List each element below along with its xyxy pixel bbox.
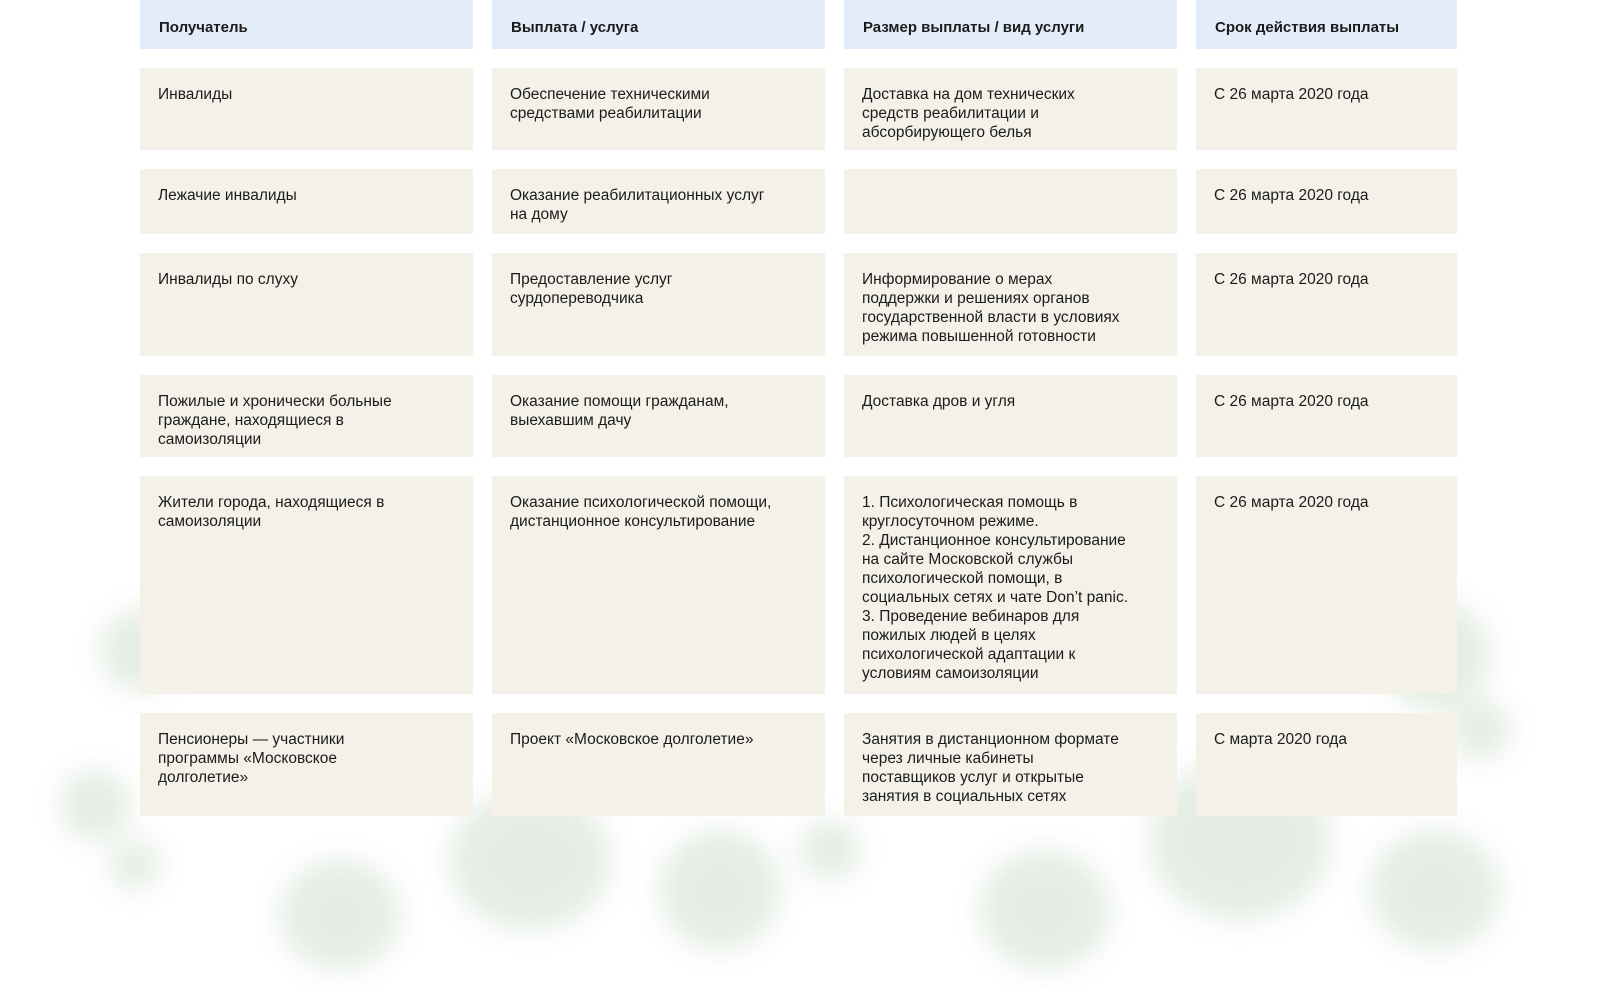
header-recipient: Получатель bbox=[140, 0, 473, 49]
cell-recipient: Лежачие инвалиды bbox=[140, 169, 473, 234]
cell-recipient: Пожилые и хронически больные граждане, находящиеся в самоизоляции bbox=[140, 375, 473, 457]
header-amount: Размер выплаты / вид услуги bbox=[844, 0, 1177, 49]
header-period: Срок действия выплаты bbox=[1196, 0, 1457, 49]
cell-period: С 26 марта 2020 года bbox=[1196, 476, 1457, 694]
cell-payment: Обеспечение техническими средствами реабилитации bbox=[492, 68, 825, 150]
cell-period: С 26 марта 2020 года bbox=[1196, 253, 1457, 356]
cell-payment: Оказание помощи гражданам, выехавшим дачу bbox=[492, 375, 825, 457]
support-measures-table bbox=[140, 0, 1458, 835]
table-row bbox=[140, 476, 1458, 694]
header-payment: Выплата / услуга bbox=[492, 0, 825, 49]
table-header bbox=[140, 0, 1458, 49]
cell-payment: Проект «Московское долголетие» bbox=[492, 713, 825, 816]
cell-payment: Оказание психологической помощи, дистанционное консультирование bbox=[492, 476, 825, 694]
table-row bbox=[140, 169, 1458, 234]
cell-period: С 26 марта 2020 года bbox=[1196, 375, 1457, 457]
cell-payment: Оказание реабилитационных услуг на дому bbox=[492, 169, 825, 234]
cell-amount: 1. Психологическая помощь в круглосуточном режиме. 2. Дистанционное консультирование на сайте Московской службы психологической помощи, в социальных сетях и чате Don’t panic. 3. Проведение вебинаров для пожилых людей в целях психологической адаптации к условиям самоизоляции bbox=[844, 476, 1177, 694]
cell-period: С 26 марта 2020 года bbox=[1196, 169, 1457, 234]
cell-payment: Предоставление услуг сурдопереводчика bbox=[492, 253, 825, 356]
cell-period: С 26 марта 2020 года bbox=[1196, 68, 1457, 150]
cell-amount: Информирование о мерах поддержки и решениях органов государственной власти в условиях режима повышенной готовности bbox=[844, 253, 1177, 356]
cell-recipient: Жители города, находящиеся в самоизоляции bbox=[140, 476, 473, 694]
cell-recipient: Пенсионеры — участники программы «Московское долголетие» bbox=[140, 713, 473, 816]
table-row bbox=[140, 375, 1458, 457]
cell-amount: Доставка на дом технических средств реабилитации и абсорбирующего белья bbox=[844, 68, 1177, 150]
table-row bbox=[140, 68, 1458, 150]
cell-amount: Доставка дров и угля bbox=[844, 375, 1177, 457]
cell-amount bbox=[844, 169, 1177, 234]
cell-amount: Занятия в дистанционном формате через личные кабинеты поставщиков услуг и открытые занятия в социальных сетях bbox=[844, 713, 1177, 816]
cell-period: С марта 2020 года bbox=[1196, 713, 1457, 816]
cell-recipient: Инвалиды по слуху bbox=[140, 253, 473, 356]
table-row bbox=[140, 253, 1458, 356]
cell-recipient: Инвалиды bbox=[140, 68, 473, 150]
table-row bbox=[140, 713, 1458, 816]
